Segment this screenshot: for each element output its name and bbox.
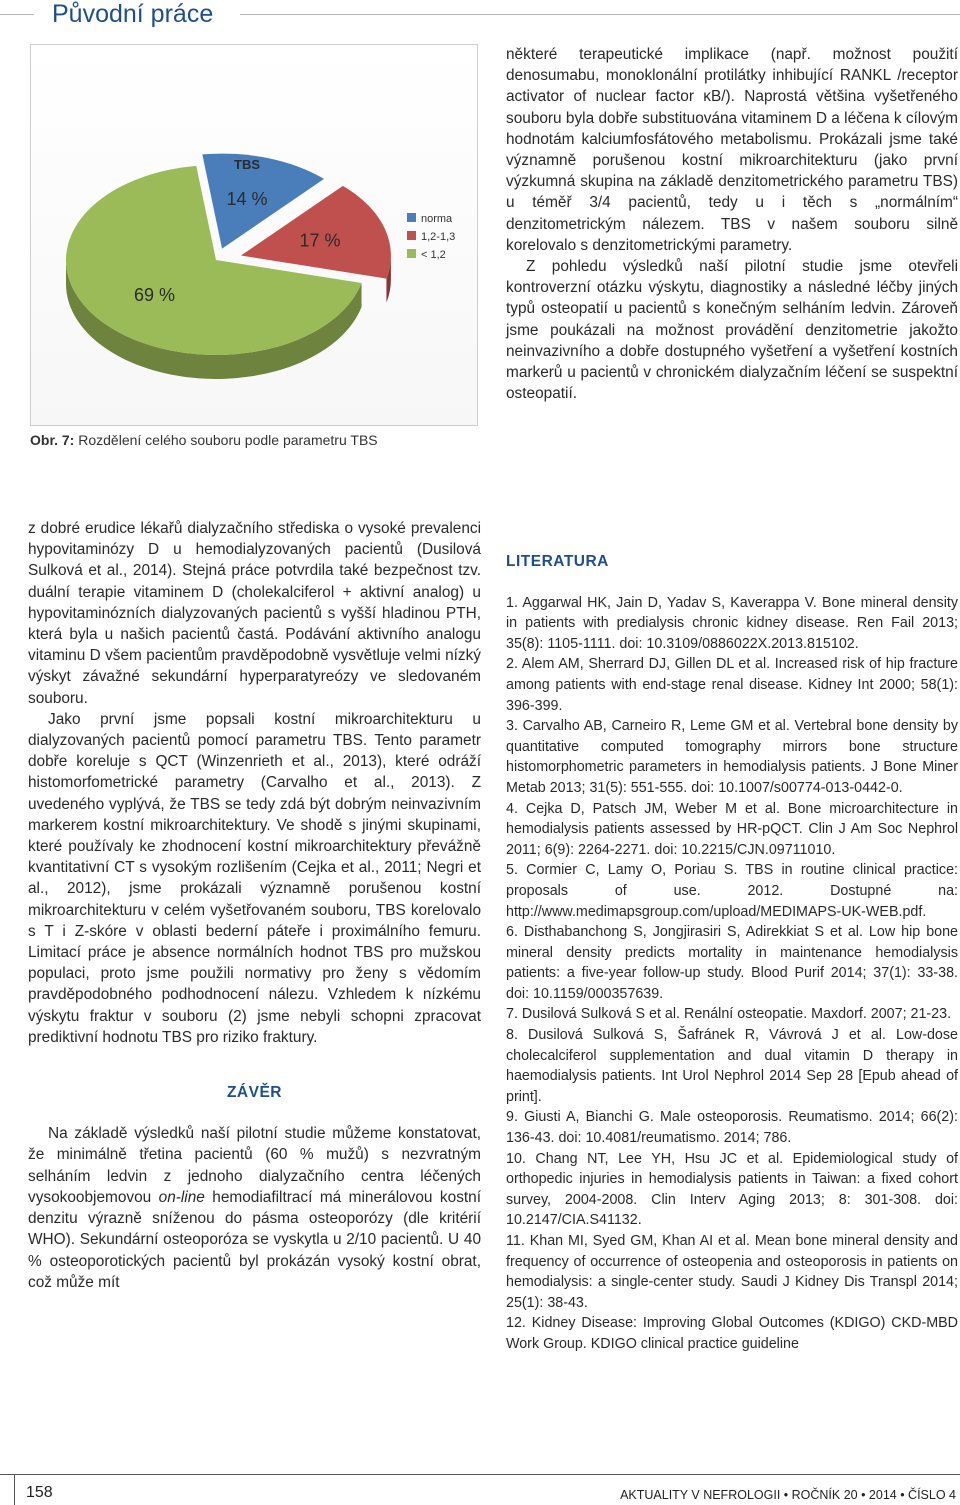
paragraph	[28, 1123, 481, 1293]
reference-item: 1. Aggarwal HK, Jain D, Yadav S, Kaverappa V. Bone mineral density in patients with predialysis chronic kidney disease. Ren Fail 2013; 35(8): 1105-1111. doi: 10.3109/0886022X.2013.815102.	[506, 594, 958, 652]
pie-slice-label: 14 %	[226, 188, 268, 209]
caption-prefix: Obr. 7:	[30, 432, 75, 448]
reference-item: 10. Chang NT, Lee YH, Hsu JC et al. Epidemiological study of orthopedic injuries in hemodialysis patients in Taiwan: a fixed cohort survey, 2004-2008. Clin Interv Aging 2013; 8: 301-308. doi: 10.2147/CIA.S41132.	[506, 1150, 958, 1229]
pie-chart	[31, 45, 477, 425]
reference-item: 9. Giusti A, Bianchi G. Male osteoporosis. Reumatismo. 2014; 66(2): 136-43. doi: 10.4081/reumatismo. 2014; 786.	[506, 1109, 958, 1147]
page-number: 158	[26, 1484, 53, 1501]
header-rule-left	[0, 14, 34, 15]
journal-info: AKTUALITY V NEFROLOGII • ROČNÍK 20 • 2014 • ČÍSLO 4	[620, 1488, 956, 1502]
text: hemodiafiltrací má minerálovou kostní denzitu výrazně sníženou do pásma osteoporózy (dle kritérií WHO). Sekundární osteoporóza se vyskytla u 2/10 pacientů. U 40 % osteoporotických pacientů byl prokázán vysoký kostní obrat, což může mít	[28, 1188, 481, 1291]
header-rule	[240, 14, 960, 15]
reference-item: 6. Disthabanchong S, Jongjirasiri S, Adirekkiat S et al. Low hip bone mineral density predicts mortality in maintenance hemodialysis patients: a five-year follow-up study. Blood Purif 2014; 37(1): 33-38. doi: 10.1159/000357639.	[506, 924, 958, 1002]
legend-label: norma	[421, 213, 453, 225]
paragraph: Z pohledu výsledků naší pilotní studie jsme otevřeli kontroverzní otázku výskytu, diagnostiky a následné léčby jiných typů osteopatií u pacientů s konečným selháním ledvin. Zároveň jsme poukázali na možnost provádění denzitometrie jakožto neinvazivního a dobře dostupného vyšetření a vyšetření kostních markerů u pacientů v chronickém dialyzačním léčení se suspektní osteopatií.	[506, 258, 958, 403]
footer-rule	[0, 1474, 960, 1475]
paragraph: některé terapeutické implikace (např. možnost použití denosumabu, monoklonální protilátky inhibující RANKL /receptor activator of nuclear factor κB/). Naprostá většina vyšetřeného souboru byla dobře substituována vitaminem D a léčena k cílovým hodnotám kalciumfosfátového metabolismu. Prokázali jsme také významně porušenou kostní mikroarchitekturu (jako první výzkumná skupina na základě denzitometrického parametru TBS) u téměř 3/4 pacientů, tedy u i těch s „normálním“ denzitometrickým nálezem. TBS v našem souboru silně korelovalo s denzitometrickými parametry.	[506, 46, 958, 254]
reference-item: 11. Khan MI, Syed GM, Khan AI et al. Mean bone mineral density and frequency of occurrence of osteopenia and osteoporosis in patients on hemodialysis: a single-center study. Saudi J Kidney Dis Transpl 2014; 25(1): 38-43.	[506, 1233, 958, 1311]
pie-category-label: TBS	[234, 156, 261, 172]
reference-item: 2. Alem AM, Sherrard DJ, Gillen DL et al. Increased risk of hip fracture among patients with end-stage renal disease. Kidney Int 2000; 58(1): 396-399.	[506, 656, 958, 714]
references-column	[506, 552, 958, 1355]
legend-swatch	[407, 213, 416, 222]
figure	[30, 44, 482, 502]
paragraph: Jako první jsme popsali kostní mikroarchitekturu u dialyzovaných pacientů pomocí parametru TBS. Tento parametr dobře koreluje s QCT (Winzenrieth et al., 2013), které odráží histomorfometrické parametry (Carvalho et al., 2013). Z uvedeného vyplývá, že TBS se tedy zdá být dobrým neinvazivním markerem kostní mikroarchitektury. Ve shodě s jinými skupinami, které používaly ke zhodnocení kostní mikroarchitektury převážně kvantitativní CT s vysokým rozlišením (Cejka et al., 2011; Negri et al., 2012), jsme prokázali významně porušenou kostní mikroarchitekturu v celém vyšetřovaném souboru, TBS korelovalo s T i Z-skóre v oblasti bederní páteře i proximálního femuru. Limitací práce je absence normálních hodnot TBS pro mužskou populaci, proto jsme použili normativy pro ženy s vědomím pravděpodobného podhodnocení nálezu. Vzhledem k nízkému výskytu fraktur v souboru (2) jsme nebyli schopni zpracovat prediktivní hodnotu TBS pro riziko fraktury.	[28, 710, 481, 1046]
reference-list	[506, 593, 958, 1355]
emphasis: on-line	[158, 1188, 205, 1206]
caption-text: Rozdělení celého souboru podle parametru TBS	[74, 432, 378, 448]
paragraph: z dobré erudice lékařů dialyzačního střediska o vysoké prevalenci hypovitaminózy D u hemodialyzovaných pacientů (Dusilová Sulková et al., 2014). Stejná práce potvrdila také bezpečnost tzv. duální terapie vitaminem D (cholekalciferol + aktivní analog) u hypovitaminózních dialyzovaných pacientů s vyšší hladinou PTH, která byla u našich pacientů častá. Podávání aktivního analogu vitaminu D všem pacientům pravděpodobně vysvětluje velmi nízký výskyt závažné sekundární hyperparatyreózy ve sledovaném souboru.	[28, 520, 481, 707]
text: Na základě výsledků naší pilotní studie můžeme konstatovat, že minimálně třetina pacientů (60 % mužů) s nezvratným selháním ledvin z jednoho dialyzačního centra léčených vysokoobjemovou	[28, 1125, 481, 1206]
left-column	[28, 518, 481, 1293]
figure-caption	[30, 432, 378, 448]
legend-label: < 1,2	[421, 249, 446, 261]
references-heading: LITERATURA	[506, 553, 609, 570]
pie-slice-label: 69 %	[133, 284, 175, 305]
legend-swatch	[407, 249, 416, 258]
chart-area	[30, 44, 478, 426]
reference-item: 3. Carvalho AB, Carneiro R, Leme GM et al. Vertebral bone density by quantitative computed tomography mirrors bone structure histomorphometric parameters in hemodialysis patients. J Bone Miner Metab 2013; 31(5): 551-555. doi: 10.1007/s00774-013-0442-0.	[506, 718, 958, 796]
reference-item: 5. Cormier C, Lamy O, Poriau S. TBS in routine clinical practice: proposals of use. 2012. Dostupné na: http://www.medimapsgroup.com/upload/MEDIMAPS-UK-WEB.pdf.	[506, 862, 958, 920]
reference-item: 12. Kidney Disease: Improving Global Outcomes (KDIGO) CKD-MBD Work Group. KDIGO clinical practice guideline	[506, 1315, 958, 1352]
right-top-column	[506, 44, 958, 404]
footer-divider	[14, 1474, 15, 1505]
conclusion-heading: ZÁVĚR	[226, 1084, 283, 1102]
reference-item: 4. Cejka D, Patsch JM, Weber M et al. Bone microarchitecture in hemodialysis patients assessed by HR-pQCT. Clin J Am Soc Nephrol 2011; 6(9): 2264-2271. doi: 10.2215/CJN.09711010.	[506, 800, 958, 858]
legend-label: 1,2-1,3	[421, 231, 456, 243]
legend-swatch	[407, 231, 416, 240]
pie-slice-label: 17 %	[299, 230, 341, 251]
reference-item: 7. Dusilová Sulková S et al. Renální osteopatie. Maxdorf. 2007; 21-23.	[506, 1006, 952, 1023]
reference-item: 8. Dusilová Sulková S, Šafránek R, Vávrová J et al. Low-dose cholecalciferol supplementation and dual vitamin D therapy in haemodialysis patients. Int Urol Nephrol 2014 Sep 28 [Epub ahead of print].	[506, 1027, 958, 1105]
section-title: Původní práce	[52, 0, 214, 28]
